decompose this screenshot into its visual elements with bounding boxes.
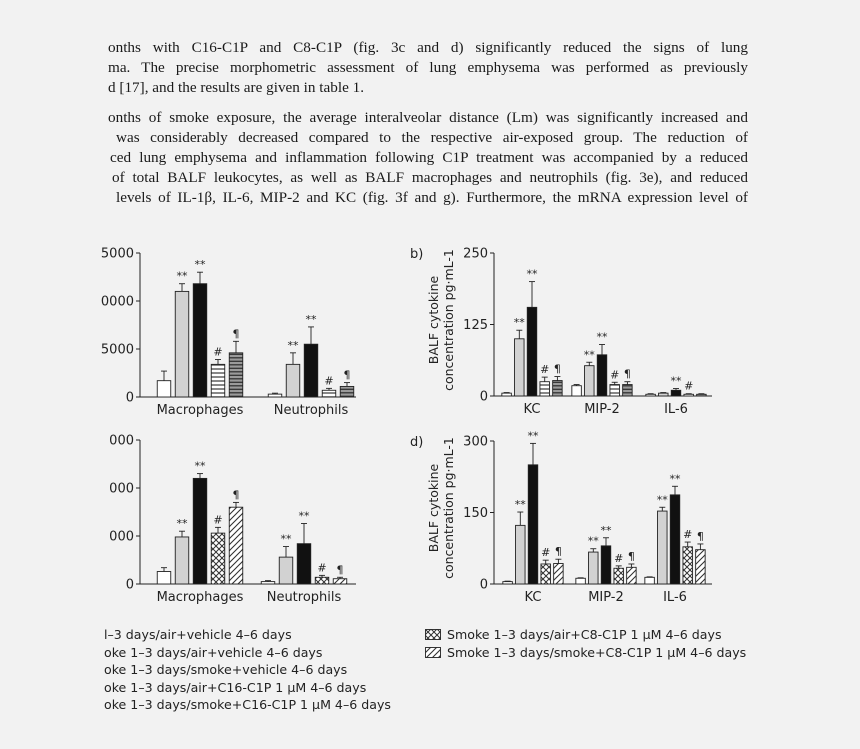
bar-d-mip-2-1: [589, 552, 599, 584]
bar-a-neutrophils-2: [304, 344, 318, 397]
legend-right: [425, 626, 746, 661]
significance-mark: **: [513, 316, 525, 330]
legend-swatch: [425, 629, 441, 640]
category-label: IL-6: [663, 590, 687, 605]
significance-mark: **: [587, 534, 599, 548]
significance-mark: #: [213, 345, 223, 359]
legend-label: l–3 days/air+vehicle 4–6 days: [104, 627, 292, 643]
significance-mark: #: [610, 368, 620, 382]
significance-mark: **: [527, 429, 539, 443]
significance-mark: **: [298, 509, 310, 523]
legend-item: [104, 644, 391, 662]
bar-a-macrophages-2: [193, 284, 207, 397]
legend-item: [104, 696, 391, 714]
y-tick-label: 0: [125, 390, 134, 406]
chart-panel-d: [410, 429, 712, 605]
significance-mark: **: [287, 338, 299, 352]
category-label: Macrophages: [156, 403, 244, 418]
bar-d-mip-2-4: [627, 567, 637, 584]
significance-mark: ¶: [554, 545, 562, 559]
category-label: MIP-2: [588, 590, 624, 605]
bar-d-kc-1: [516, 525, 526, 584]
significance-mark: **: [526, 267, 538, 281]
bar-c-macrophages-1: [175, 537, 189, 584]
bar-a-macrophages-3: [211, 364, 225, 397]
bar-a-neutrophils-3: [322, 390, 336, 397]
legend-item: [104, 679, 391, 697]
significance-mark: ¶: [336, 563, 344, 577]
significance-mark: ¶: [696, 529, 704, 543]
bar-c-neutrophils-3: [315, 577, 329, 584]
significance-mark: **: [600, 523, 612, 537]
text-line: ced lung emphysema and inflammation following C1P treatment was accompanied by a reduced: [110, 149, 748, 166]
legend-label: Smoke 1–3 days/air+C8-C1P 1 µM 4–6 days: [447, 627, 722, 643]
significance-mark: **: [305, 312, 317, 326]
bar-d-mip-2-2: [601, 546, 611, 584]
y-axis-label: BALF cytokineconcentration pg·mL-1: [426, 249, 456, 391]
y-tick-label: 150: [463, 506, 488, 521]
significance-mark: **: [176, 517, 188, 531]
category-label: Neutrophils: [266, 590, 342, 605]
bar-b-kc-3: [540, 382, 550, 396]
bar-d-kc-0: [503, 582, 512, 584]
bar-d-il-6-4: [696, 550, 706, 584]
bar-a-neutrophils-1: [286, 364, 300, 397]
bar-a-macrophages-4: [229, 353, 243, 397]
legend-label: oke 1–3 days/air+vehicle 4–6 days: [104, 644, 323, 660]
significance-mark: #: [614, 551, 624, 565]
bar-b-il-6-1: [659, 393, 669, 396]
bar-c-macrophages-3: [211, 533, 225, 584]
bar-b-mip-2-1: [585, 366, 595, 396]
significance-mark: #: [213, 513, 223, 527]
significance-mark: #: [684, 379, 694, 393]
bar-d-mip-2-3: [614, 568, 624, 584]
y-tick-label: 000: [109, 529, 134, 545]
panel-label: b): [410, 247, 424, 262]
bar-d-il-6-0: [645, 577, 655, 584]
y-tick-label: 250: [463, 246, 488, 262]
bar-c-macrophages-0: [157, 572, 171, 584]
significance-mark: #: [540, 363, 550, 377]
significance-mark: ¶: [232, 488, 240, 502]
y-tick-label: 5000: [100, 342, 134, 358]
y-tick-label: 0: [125, 577, 134, 593]
significance-mark: ¶: [623, 367, 631, 381]
bar-d-kc-2: [528, 465, 538, 584]
bar-b-mip-2-4: [623, 385, 633, 396]
bar-a-macrophages-1: [175, 291, 189, 397]
legend-left: [104, 626, 391, 714]
y-tick-label: 000: [109, 481, 134, 497]
bar-d-il-6-2: [670, 495, 680, 584]
bar-b-mip-2-3: [610, 385, 620, 396]
bar-b-mip-2-2: [597, 355, 607, 396]
y-tick-label: 0: [479, 389, 488, 405]
panel-label: d): [410, 435, 424, 450]
bar-c-neutrophils-2: [297, 544, 311, 584]
legend-label: oke 1–3 days/smoke+C16-C1P 1 µM 4–6 days: [104, 697, 391, 713]
y-tick-label: 0000: [100, 294, 134, 310]
bar-d-il-6-1: [658, 511, 668, 584]
y-tick-label: 5000: [100, 246, 134, 262]
chart-panel-a: [101, 247, 356, 419]
y-tick-label: 125: [463, 318, 488, 333]
legend-label: oke 1–3 days/smoke+vehicle 4–6 days: [104, 662, 348, 678]
text-line: levels of IL-1β, IL-6, MIP-2 and KC (fig. 3f and g). Furthermore, the mRNA expression level of: [116, 189, 748, 206]
bar-c-macrophages-2: [193, 478, 207, 584]
significance-mark: **: [280, 532, 292, 546]
significance-mark: ¶: [343, 368, 351, 382]
bar-d-il-6-3: [683, 547, 693, 584]
bar-c-neutrophils-1: [279, 557, 293, 584]
significance-mark: **: [194, 459, 206, 473]
bar-b-il-6-2: [671, 390, 681, 396]
significance-mark: **: [514, 498, 526, 512]
chart-panel-c: [109, 434, 356, 606]
bar-b-il-6-3: [684, 394, 694, 396]
significance-mark: **: [669, 472, 681, 486]
legend-label: oke 1–3 days/air+C16-C1P 1 µM 4–6 days: [104, 679, 367, 695]
bar-c-neutrophils-0: [261, 582, 275, 584]
significance-mark: **: [596, 330, 608, 344]
y-tick-label: 300: [463, 434, 488, 450]
text-line: of total BALF leukocytes, as well as BALF macrophages and neutrophils (fig. 3e), and reduced: [112, 169, 748, 186]
significance-mark: **: [656, 493, 668, 507]
category-label: Neutrophils: [273, 403, 349, 418]
significance-mark: ¶: [232, 327, 240, 341]
y-tick-label: 0: [479, 577, 488, 593]
significance-mark: **: [176, 269, 188, 283]
category-label: IL-6: [664, 402, 688, 417]
bar-c-macrophages-4: [229, 507, 243, 584]
bar-b-kc-2: [527, 307, 537, 396]
bar-a-neutrophils-0: [268, 394, 282, 397]
text-line: was considerably decreased compared to the respective air-exposed group. The reduction of: [116, 129, 748, 146]
bar-d-kc-4: [554, 564, 564, 584]
legend-item: [104, 661, 391, 679]
bar-b-il-6-0: [646, 394, 656, 396]
bar-a-neutrophils-4: [340, 386, 354, 397]
significance-mark: **: [194, 258, 206, 272]
bar-d-kc-3: [541, 564, 551, 584]
bar-b-il-6-4: [697, 394, 707, 396]
category-label: Macrophages: [156, 590, 244, 605]
y-axis-label: BALF cytokineconcentration pg·mL-1: [426, 437, 456, 579]
bar-b-kc-4: [553, 381, 563, 396]
bar-c-neutrophils-4: [333, 579, 347, 584]
legend-item: [104, 626, 391, 644]
legend-label: Smoke 1–3 days/smoke+C8-C1P 1 µM 4–6 days: [447, 644, 747, 660]
legend-swatch: [425, 647, 441, 658]
significance-mark: ¶: [553, 362, 561, 376]
significance-mark: ¶: [627, 549, 635, 563]
bar-b-kc-0: [502, 393, 512, 396]
bar-b-mip-2-0: [572, 386, 582, 396]
significance-mark: #: [541, 546, 551, 560]
bar-a-macrophages-0: [157, 381, 171, 397]
category-label: KC: [523, 402, 541, 417]
significance-mark: #: [324, 374, 334, 388]
bar-b-kc-1: [515, 339, 525, 396]
y-tick-label: 000: [109, 433, 134, 449]
bar-d-mip-2-0: [576, 578, 586, 584]
text-line: onths with C16-C1P and C8-C1P (fig. 3c and d) significantly reduced the signs of lung: [108, 39, 748, 56]
category-label: KC: [524, 590, 542, 605]
significance-mark: **: [583, 348, 595, 362]
text-line: ma. The precise morphometric assessment of lung emphysema was performed as previously: [108, 59, 748, 76]
significance-mark: #: [317, 561, 327, 575]
legend-item: [425, 626, 746, 644]
category-label: MIP-2: [584, 402, 620, 417]
text-line: onths of smoke exposure, the average interalveolar distance (Lm) was significantly increased and: [108, 109, 748, 126]
chart-panel-b: [410, 247, 712, 418]
significance-mark: #: [683, 528, 693, 542]
legend-item: [425, 644, 746, 662]
significance-mark: **: [670, 374, 682, 388]
text-line: d [17], and the results are given in table 1.: [108, 79, 364, 96]
